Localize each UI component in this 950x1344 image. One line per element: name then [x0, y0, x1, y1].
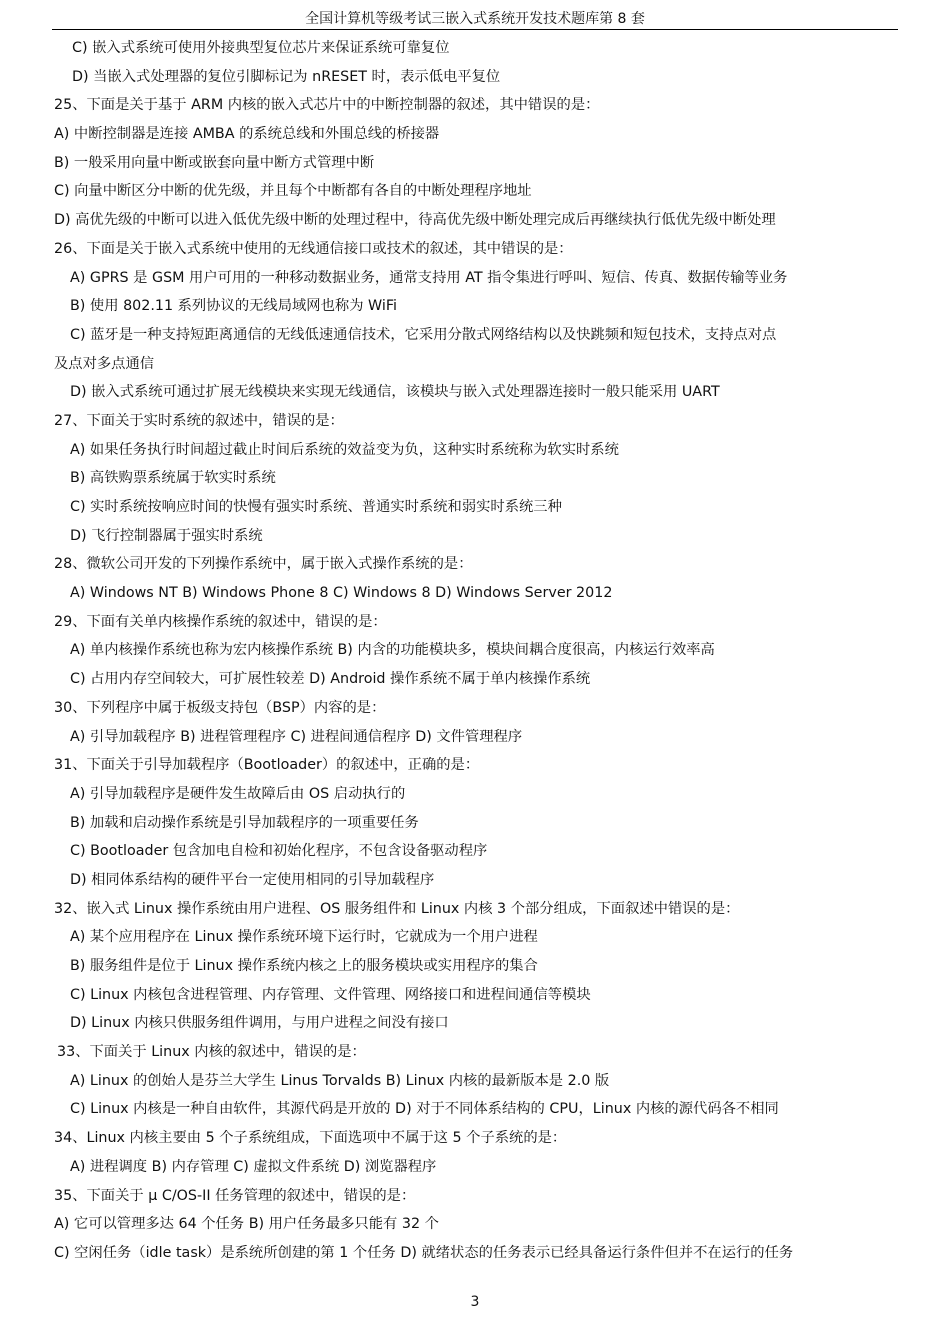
text-line: 26、下面是关于嵌入式系统中使用的无线通信接口或技术的叙述，其中错误的是：: [54, 240, 573, 257]
text-line: C) 蓝牙是一种支持短距离通信的无线低速通信技术，它采用分散式网络结构以及快跳频和短包技术，支持点对点: [70, 326, 777, 343]
text-line: C) 向量中断区分中断的优先级，并且每个中断都有各自的中断处理程序地址: [54, 183, 532, 200]
text-line: B) 服务组件是位于 Linux 操作系统内核之上的服务模块或实用程序的集合: [70, 958, 538, 974]
text-line: 27、下面关于实时系统的叙述中，错误的是：: [54, 412, 344, 429]
text-line: 34、Linux 内核主要由 5 个子系统组成，下面选项中不属于这 5 个子系统的是：: [54, 1130, 567, 1147]
text-line: A) Windows NT B) Windows Phone 8 C) Windows 8 D) Windows Server 2012: [70, 585, 613, 602]
text-line: B) 一般采用向量中断或嵌套向量中断方式管理中断: [54, 154, 375, 171]
text-line: C) 占用内存空间较大，可扩展性较差 D) Android 操作系统不属于单内核操作系统: [70, 671, 591, 688]
text-line: A) GPRS 是 GSM 用户可用的一种移动数据业务，通常支持用 AT 指令集进行呼叫、短信、传真、数据传输等业务: [70, 269, 788, 286]
text-line: D) 当嵌入式处理器的复位引脚标记为 nRESET 时，表示低电平复位: [72, 68, 501, 85]
text-line: C) Linux 内核是一种自由软件，其源代码是开放的 D) 对于不同体系结构的 CPU，Linux 内核的源代码各不相同: [70, 1101, 779, 1118]
text-line: A) 如果任务执行时间超过截止时间后系统的效益变为负，这种实时系统称为软实时系统: [70, 441, 619, 458]
document-body: [52, 34, 904, 1268]
text-line: D) 嵌入式系统可通过扩展无线模块来实现无线通信，该模块与嵌入式处理器连接时一般只能采用 UART: [70, 384, 720, 401]
text-line: A) 引导加载程序是硬件发生故障后由 OS 启动执行的: [70, 785, 406, 802]
text-line: 35、下面关于 μ C/OS-II 任务管理的叙述中，错误的是：: [54, 1187, 416, 1204]
text-line: B) 加载和启动操作系统是引导加载程序的一项重要任务: [70, 814, 419, 831]
text-line: A) 某个应用程序在 Linux 操作系统环境下运行时，它就成为一个用户进程: [70, 929, 538, 946]
text-line: 28、微软公司开发的下列操作系统中，属于嵌入式操作系统的是：: [54, 556, 473, 573]
text-line: 25、下面是关于基于 ARM 内核的嵌入式芯片中的中断控制器的叙述，其中错误的是：: [54, 97, 600, 114]
text-line: C) Linux 内核包含进程管理、内存管理、文件管理、网络接口和进程间通信等模块: [70, 986, 591, 1003]
text-line: C) 嵌入式系统可使用外接典型复位芯片来保证系统可靠复位: [72, 40, 450, 56]
text-line: A) 中断控制器是连接 AMBA 的系统总线和外围总线的桥接器: [54, 126, 440, 143]
text-line: C) 空闲任务（idle task）是系统所创建的第 1 个任务 D) 就绪状态的任务表示已经具备运行条件但并不在运行的任务: [54, 1244, 794, 1261]
page-number: 3: [470, 1294, 480, 1310]
text-line: A) 它可以管理多达 64 个任务 B) 用户任务最多只能有 32 个: [54, 1216, 439, 1233]
text-line: C) 实时系统按响应时间的快慢有强实时系统、普通实时系统和弱实时系统三种: [70, 499, 562, 515]
text-line: A) 引导加载程序 B) 进程管理程序 C) 进程间通信程序 D) 文件管理程序: [70, 728, 523, 745]
text-line: 33、下面关于 Linux 内核的叙述中，错误的是：: [57, 1044, 366, 1061]
text-line: A) Linux 的创始人是芬兰大学生 Linus Torvalds B) Linux 内核的最新版本是 2.0 版: [70, 1072, 610, 1089]
text-line: B) 使用 802.11 系列协议的无线局域网也称为 WiFi: [70, 298, 397, 315]
text-line: D) 高优先级的中断可以进入低优先级中断的处理过程中，待高优先级中断处理完成后再继续执行低优先级中断处理: [54, 212, 776, 229]
text-line: C) Bootloader 包含加电自检和初始化程序，不包含设备驱动程序: [70, 843, 488, 860]
text-line: 及点对多点通信: [54, 355, 155, 372]
text-line: 31、下面关于引导加载程序（Bootloader）的叙述中，正确的是：: [54, 757, 480, 774]
header-rule: [52, 29, 898, 30]
text-line: A) 单内核操作系统也称为宏内核操作系统 B) 内含的功能模块多，模块间耦合度很高，内核运行效率高: [70, 642, 715, 659]
text-line: A) 进程调度 B) 内存管理 C) 虚拟文件系统 D) 浏览器程序: [70, 1158, 437, 1175]
text-line: B) 高铁购票系统属于软实时系统: [70, 470, 276, 487]
text-line: 30、下列程序中属于板级支持包（BSP）内容的是：: [54, 699, 386, 716]
page-header: 全国计算机等级考试三嵌入式系统开发技术题库第 8 套: [305, 11, 645, 27]
text-line: 32、嵌入式 Linux 操作系统由用户进程、OS 服务组件和 Linux 内核 3 个部分组成，下面叙述中错误的是：: [54, 900, 740, 917]
text-line: 29、下面有关单内核操作系统的叙述中，错误的是：: [54, 613, 387, 630]
text-line: D) 相同体系结构的硬件平台一定使用相同的引导加载程序: [70, 871, 435, 888]
text-line: D) Linux 内核只供服务组件调用，与用户进程之间没有接口: [70, 1015, 449, 1032]
text-line: D) 飞行控制器属于强实时系统: [70, 527, 263, 544]
